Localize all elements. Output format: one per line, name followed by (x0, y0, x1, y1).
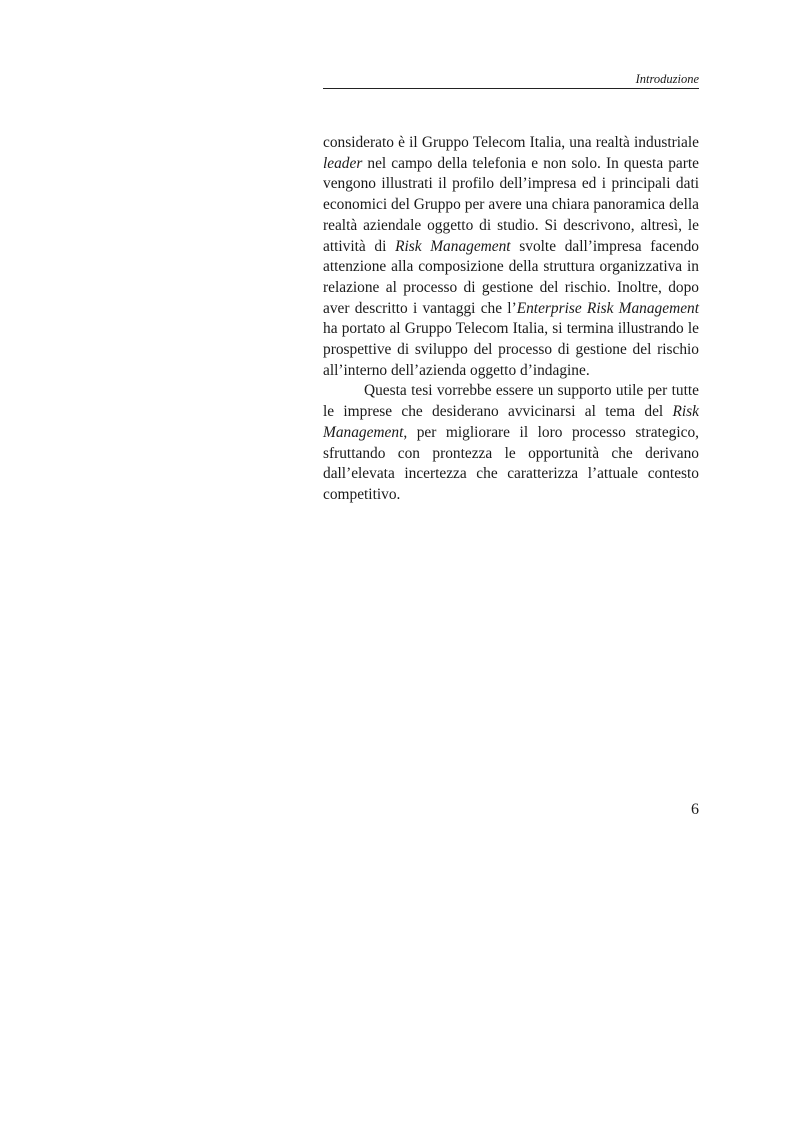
paragraph-1-segment: nel campo della telefonia e non solo. In questa parte vengono illustrati il profilo dell’impresa ed i principali dati economici del Gruppo per avere una chiara panoramica della realtà aziendale oggetto di studio. Si descrivono, altresì, le attività di (323, 154, 699, 255)
paragraph-2-italic-term: Risk Management (323, 403, 699, 441)
paragraph-2 (323, 381, 699, 505)
running-header-title: Introduzione (635, 72, 699, 86)
running-header (323, 72, 699, 89)
paragraph-2-segment: , per migliorare il loro processo strategico, sfruttando con prontezza le opportunità che derivano dall’elevata incertezza che caratterizza l’attuale contesto competitivo. (323, 423, 699, 503)
paragraph-1-segment: considerato è il Gruppo Telecom Italia, una realtà industriale (323, 134, 699, 151)
paragraph-1-segment: ha portato al Gruppo Telecom Italia, si termina illustrando le prospettive di sviluppo del processo di gestione del rischio all’interno dell’azienda oggetto d’indagine. (323, 320, 699, 379)
paragraph-1-italic-term: Risk Management (395, 237, 511, 255)
paragraph-1-italic-term: leader (323, 154, 363, 172)
page-number: 6 (691, 801, 699, 818)
paragraph-1-italic-term: Enterprise Risk Management (516, 299, 699, 317)
paragraph-1-segment: svolte dall’impresa facendo attenzione alla composizione della struttura organizzativa in relazione al processo di gestione del rischio. Inoltre, dopo aver descritto i vantaggi che l’ (323, 237, 700, 317)
paragraph-2-segment: Questa tesi vorrebbe essere un supporto utile per tutte le imprese che desiderano avvicinarsi al tema del (323, 382, 699, 421)
body-text (323, 133, 699, 506)
paragraph-1 (323, 133, 699, 381)
